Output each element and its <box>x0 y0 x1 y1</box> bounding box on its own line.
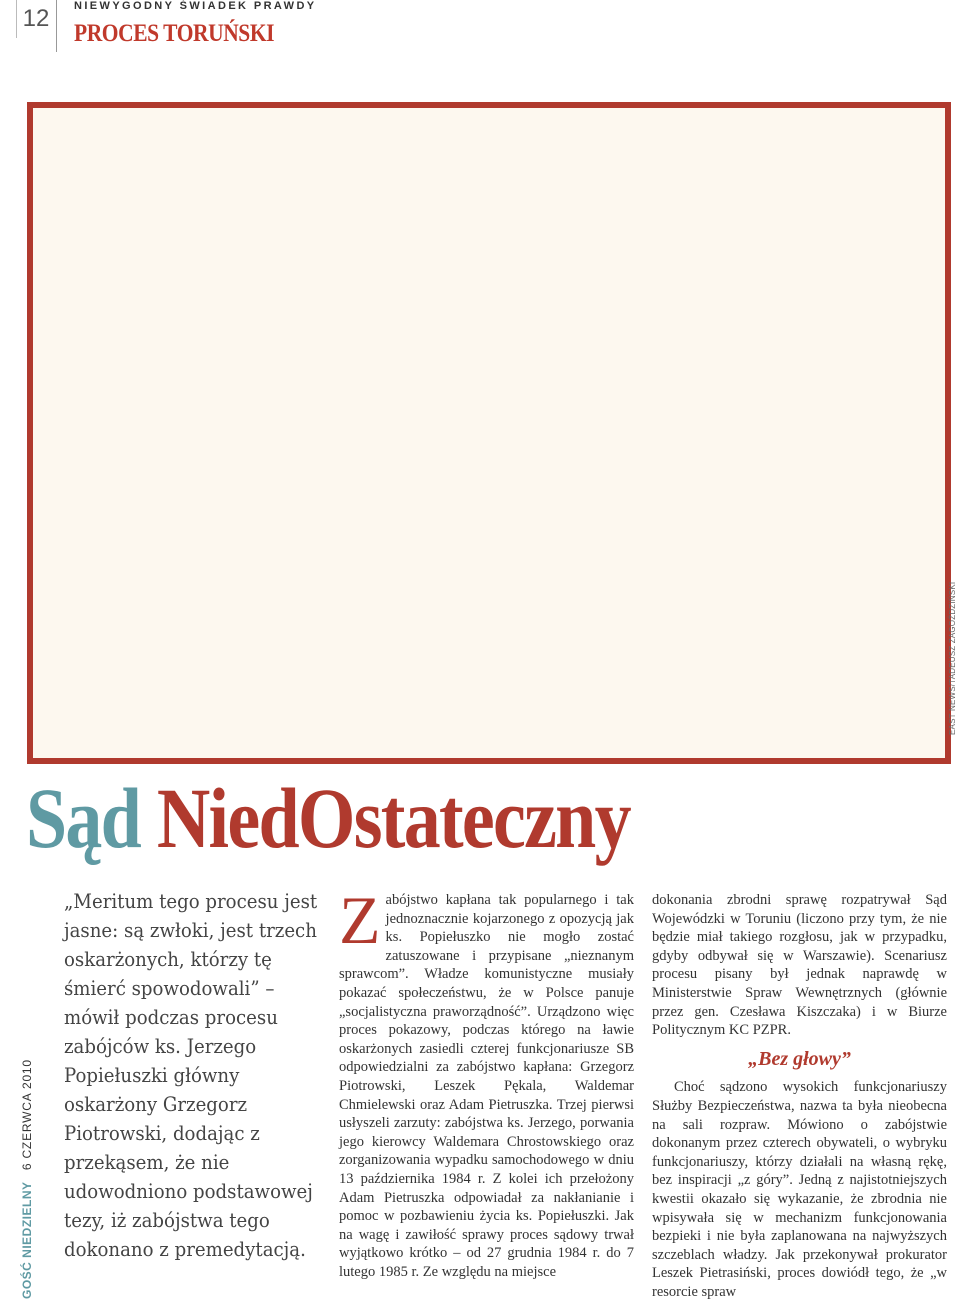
issue-date: 6 CZERWCA 2010 <box>20 1059 34 1171</box>
magazine-name: GOŚĆ NIEDZIELNY <box>20 1181 34 1299</box>
headline-part-b: NiedOstateczny <box>156 770 630 866</box>
subheading: „Bez głowy” <box>748 1047 851 1070</box>
article-paragraph-3: Choć sądzono wysokich funkcjonariuszy Służby Bezpieczeństwa, nazwa ta była nieobecna na sali rozpraw. Mówiono o zabójstwie dokonanym przez czterech obywateli, o wybryku funkcjonariuszy, którzy działali na własną rękę, bez inspiracji „z góry”. Jedną z najistotniejszych kwestii okazało się wykazanie, że zbrodnia nie wpisywała się w mechanizm funkcjonowania bezpieki i nie była zaplanowana na najwyższych szczeblach władzy. Jak przekonywał prokurator Leszek Pietrasiński, proces dowiódł tego, że „w resorcie spraw <box>652 1079 947 1300</box>
page-number: 12 <box>22 5 50 32</box>
header-divider <box>56 0 57 52</box>
section-title: PROCES TORUŃSKI <box>74 20 275 47</box>
headline <box>26 768 630 868</box>
article-text-1: abójstwo kapłana tak popularnego i tak jednoznacznie kojarzonego z opozycją jak ks. Popiełuszko nie mogło zostać zatuszowane i przypisane „nieznanym sprawcom”. Władze komunistyczne musiały pokazać społeczeństwu, że w Polsce panuje „socjalistyczna praworządność”. Urządzono więc proces pokazowy, podczas którego na ławie oskarżonych zasiedli czterej funkcjonariusze SB odpowiedzialni za zabójstwo kapłana: Grzegorz Piotrowski, Leszek Pękala, Waldemar Chmielewski oraz Adam Pietruszka. Trzej pierwsi usłyszeli zarzuty: zabójstwa ks. Jerzego, porwania jego kierowcy Waldemara Chrostowskiego oraz zorganizowania wypadku samochodowego w dniu 13 października 1984 r. Z kolei ich przełożony Adam Pietruszka odpowiadał za nakłanianie i pomoc w pozbawieniu życia ks. Popiełuszki. Jak na wagę i zawiłość sprawy proces sądowy trwał wyjątkowo krótko – od 27 grudnia 1984 r. do 7 lutego 1985 r. Ze względu na miejsce <box>339 892 634 1280</box>
kicker: NIEWYGODNY ŚWIADEK PRAWDY <box>74 0 317 12</box>
article-paragraph-2: dokonania zbrodni sprawę rozpatrywał Sąd Wojewódzki w Toruniu (liczono przy tym, że nie będzie miał takiego rozgłosu, jak w przypadku, gdyby odbywał się w Warszawie). Scenariusz procesu pisany był jednak naprawdę w Ministerstwie Spraw Wewnętrznych (głównie przez gen. Czesława Kiszczaka) i w Biurze Politycznym KC PZPR. <box>652 892 947 1039</box>
article-paragraph-1 <box>339 882 634 1281</box>
article-column-middle <box>339 882 634 1281</box>
drop-cap: Z <box>339 882 381 958</box>
headline-part-a: Sąd <box>26 770 141 866</box>
photo-credit: EAST NEWS/TADEUSZ ZAGOŹDZIŃSKI <box>948 581 957 735</box>
lead-quote: „Meritum tego procesu jest jasne: są zwłoki, jest trzech oskarżonych, którzy tę śmierć spowodowali” – mówił podczas procesu zabójców ks. Jerzego Popiełuszki główny oskarżony Grzegorz Piotrowski, dodając z przekąsem, że nie udowodniono podstawowej tezy, iż zabójstwa tego dokonano z premedytacją. <box>64 890 318 1261</box>
photo-placeholder <box>27 102 951 764</box>
spine-label <box>20 1059 34 1299</box>
article-column-right <box>652 891 947 1301</box>
